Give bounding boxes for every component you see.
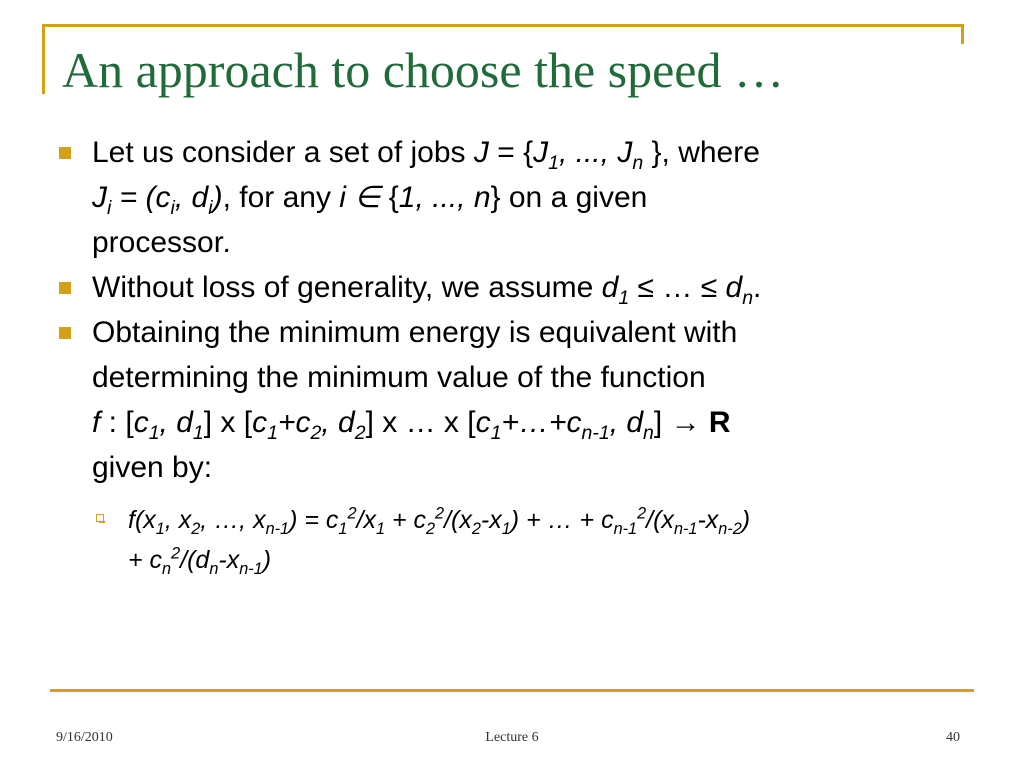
math-var: d	[601, 271, 619, 304]
math-sub: n-1	[581, 422, 610, 444]
math-sub: 1	[490, 422, 502, 444]
formula-sub: 2	[471, 520, 481, 538]
bullet-text: processor	[92, 226, 224, 259]
bullet-text: Without loss of generality, we assume	[92, 271, 602, 304]
footer-divider-line	[50, 689, 974, 692]
math-expr: = (c	[111, 181, 171, 214]
bullet-text: , for any	[222, 181, 340, 214]
math-expr: )	[212, 181, 223, 214]
formula-part: )	[262, 546, 272, 574]
math-sub: 1	[548, 152, 559, 174]
math-sub: 1	[618, 287, 630, 309]
math-sub: n	[742, 287, 754, 309]
math-sub: 2	[310, 422, 322, 444]
math-expr: +c	[277, 406, 311, 439]
math-expr: , d	[159, 406, 193, 439]
frame-top-line	[42, 24, 964, 27]
formula-part: + c	[128, 546, 163, 574]
formula-sub: n-1	[613, 520, 638, 538]
formula-sub: n-1	[265, 520, 290, 538]
math-expr: , d	[321, 406, 355, 439]
bullet-text: Let us consider a set of jobs	[92, 136, 474, 169]
footer-page-number: 40	[946, 730, 960, 745]
formula-part: /(x	[646, 506, 674, 534]
formula-part: -x	[697, 506, 719, 534]
formula-sup: 2	[347, 504, 357, 523]
formula-part: f(x	[128, 506, 156, 534]
math-sub: 2	[354, 422, 366, 444]
formula-part: -x	[480, 506, 502, 534]
math-expr: +…+c	[501, 406, 582, 439]
frame-right-line	[961, 24, 964, 44]
formula-sub: 2	[191, 520, 201, 538]
math-sub: n	[632, 152, 644, 174]
formula-sub: 1	[338, 520, 348, 538]
math-var: d	[725, 271, 743, 304]
formula-sub: 1	[375, 520, 385, 538]
formula-sup: 2	[171, 544, 181, 563]
footer-lecture: Lecture 6	[485, 730, 539, 745]
math-sub: i	[170, 197, 175, 219]
formula-sub: 1	[501, 520, 511, 538]
formula-part: , …, x	[200, 506, 266, 534]
formula-part: /(d	[180, 546, 210, 574]
formula-sub: n-1	[673, 520, 698, 538]
bullet-text: .	[753, 271, 762, 304]
slide-title: An approach to choose the speed …	[62, 42, 784, 98]
bullet-jobs	[56, 130, 986, 265]
math-op: ] →	[653, 406, 709, 439]
formula-sub: n	[162, 560, 172, 578]
sub-bullet-formula	[92, 500, 986, 580]
math-sub: n	[643, 422, 654, 444]
formula-sub: n-2	[718, 520, 742, 538]
math-sub: i	[107, 197, 112, 219]
real-numbers-symbol: R	[708, 406, 731, 439]
square-bullet-icon	[59, 282, 71, 294]
bullet-minimum-energy	[56, 310, 986, 490]
formula-part: ) + … + c	[510, 506, 614, 534]
math-sub: 1	[267, 422, 278, 444]
math-dots: , ...,	[558, 136, 618, 169]
math-op: {	[380, 181, 399, 214]
math-var: c	[133, 406, 149, 439]
math-op: = {	[488, 136, 534, 169]
square-bullet-icon	[59, 147, 71, 159]
math-op: ] x [	[203, 406, 253, 439]
math-op: : [	[100, 406, 134, 439]
math-var: J	[617, 136, 633, 169]
bullet-assumption	[56, 265, 986, 310]
bullet-text: .	[223, 226, 233, 259]
formula-part: ) = c	[289, 506, 339, 534]
formula-part: )	[741, 506, 751, 534]
formula-sup: 2	[435, 504, 445, 523]
formula-part: /x	[356, 506, 376, 534]
formula-sub: n-1	[239, 560, 263, 578]
math-expr: i ∈	[339, 181, 381, 214]
bullet-text: }, where	[643, 136, 760, 169]
math-expr: 1, ..., n	[398, 181, 491, 214]
bullet-text: Obtaining the minimum energy is equivalent with	[92, 316, 738, 349]
math-sub: i	[208, 197, 213, 219]
math-var: c	[252, 406, 268, 439]
square-bullet-icon	[59, 327, 71, 339]
slide-content	[56, 130, 986, 580]
hollow-square-bullet-icon	[96, 514, 104, 522]
bullet-text: determining the minimum value of the function	[92, 361, 706, 394]
math-expr: , d	[174, 181, 209, 214]
formula-part: /(x	[444, 506, 472, 534]
frame-left-line	[42, 24, 45, 94]
math-expr: , d	[609, 406, 644, 439]
bullet-text: } on a given	[490, 181, 648, 214]
formula-sub: 2	[426, 520, 436, 538]
formula-sub: n	[209, 560, 219, 578]
footer-date: 9/16/2010	[56, 730, 113, 745]
math-op: ] x … x [	[365, 406, 476, 439]
math-var: c	[475, 406, 491, 439]
math-var: J	[92, 181, 107, 214]
math-var: J	[473, 136, 489, 169]
math-op: ≤ … ≤	[629, 271, 726, 304]
formula-part: , x	[164, 506, 192, 534]
formula-part: + c	[385, 506, 426, 534]
formula-part: -x	[218, 546, 240, 574]
math-var: f	[92, 406, 101, 439]
formula-sub: 1	[155, 520, 165, 538]
math-var: J	[533, 136, 549, 169]
formula-sup: 2	[637, 504, 647, 523]
math-sub: 1	[192, 422, 204, 444]
bullet-text: given by:	[92, 451, 213, 484]
math-sub: 1	[148, 422, 160, 444]
